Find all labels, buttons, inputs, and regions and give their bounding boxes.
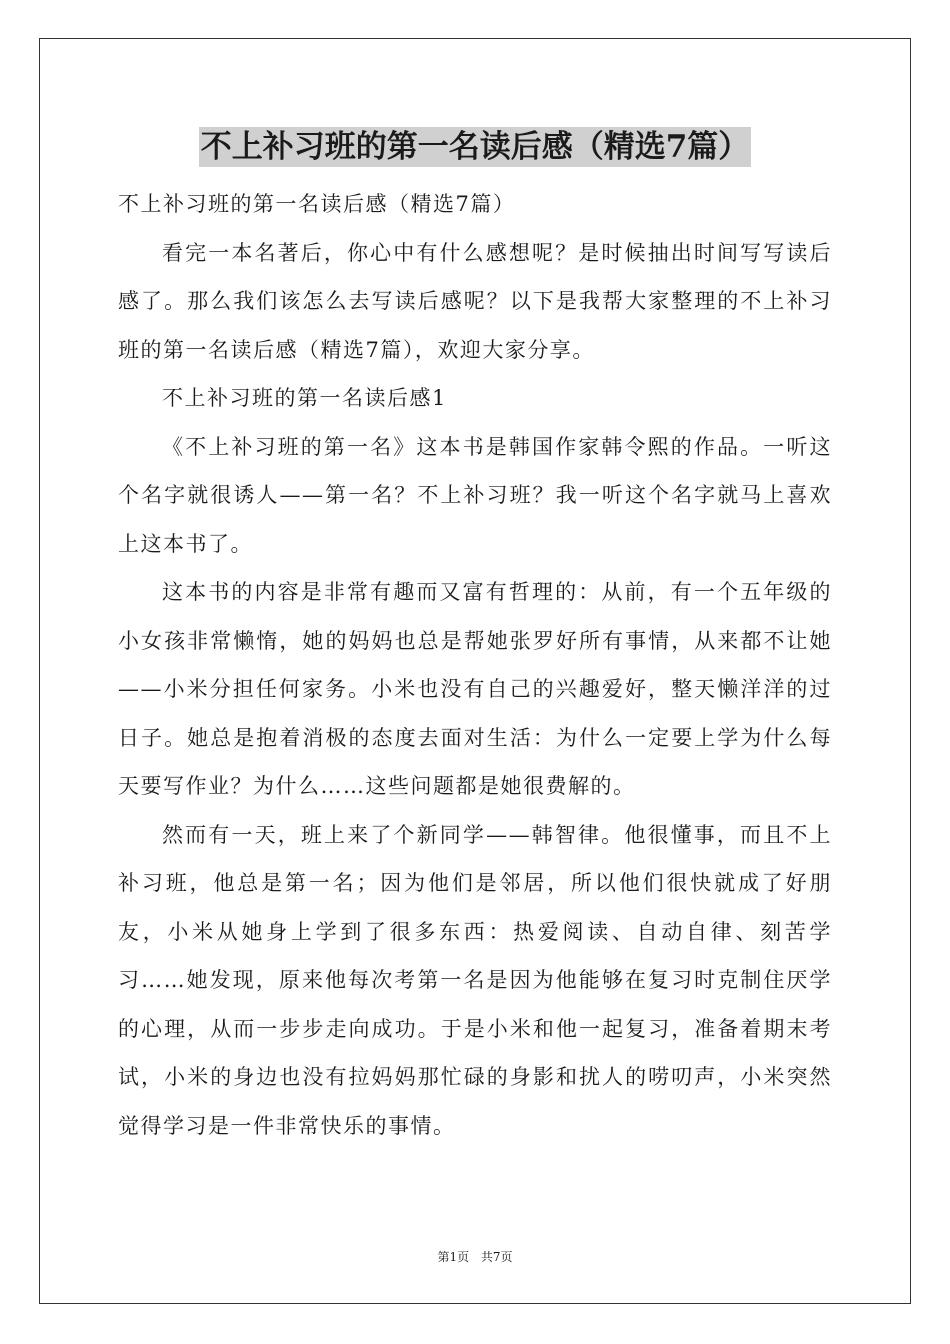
page-number: 第1页 [437, 1250, 470, 1264]
page-footer [0, 1249, 950, 1265]
document-title: 不上补习班的第一名读后感（精选7篇） [200, 129, 750, 165]
document-subtitle: 不上补习班的第一名读后感（精选7篇） [118, 192, 516, 216]
document-body [118, 180, 832, 1150]
intro-paragraph: 看完一本名著后，你心中有什么感想呢？是时候抽出时间写写读后感了。那么我们该怎么去写读后感呢？以下是我帮大家整理的不上补习班的第一名读后感（精选7篇），欢迎大家分享。 [118, 240, 832, 362]
page-total: 共7页 [480, 1250, 513, 1264]
document-title-wrapper [0, 127, 950, 167]
body-paragraph: 这本书的内容是非常有趣而又富有哲理的：从前，有一个五年级的小女孩非常懒惰，她的妈妈也总是帮她张罗好所有事情，从来都不让她——小米分担任何家务。小米也没有自己的兴趣爱好，整天懒洋洋的过日子。她总是抱着消极的态度去面对生活：为什么一定要上学为什么每天要写作业？为什么……这些问题都是她很费解的。 [118, 580, 832, 798]
body-paragraph: 然而有一天，班上来了个新同学——韩智律。他很懂事，而且不上补习班，他总是第一名；因为他们是邻居，所以他们很快就成了好朋友，小米从她身上学到了很多东西：热爱阅读、自动自律、刻苦学习……她发现，原来他每次考第一名是因为他能够在复习时克制住厌学的心理，从而一步步走向成功。于是小米和他一起复习，准备着期末考试，小米的身边也没有拉妈妈那忙碌的身影和扰人的唠叨声，小米突然觉得学习是一件非常快乐的事情。 [118, 822, 832, 1138]
body-paragraph: 《不上补习班的第一名》这本书是韩国作家韩令熙的作品。一听这个名字就很诱人——第一名？不上补习班？我一听这个名字就马上喜欢上这本书了。 [118, 434, 832, 556]
section-heading: 不上补习班的第一名读后感1 [162, 386, 447, 410]
